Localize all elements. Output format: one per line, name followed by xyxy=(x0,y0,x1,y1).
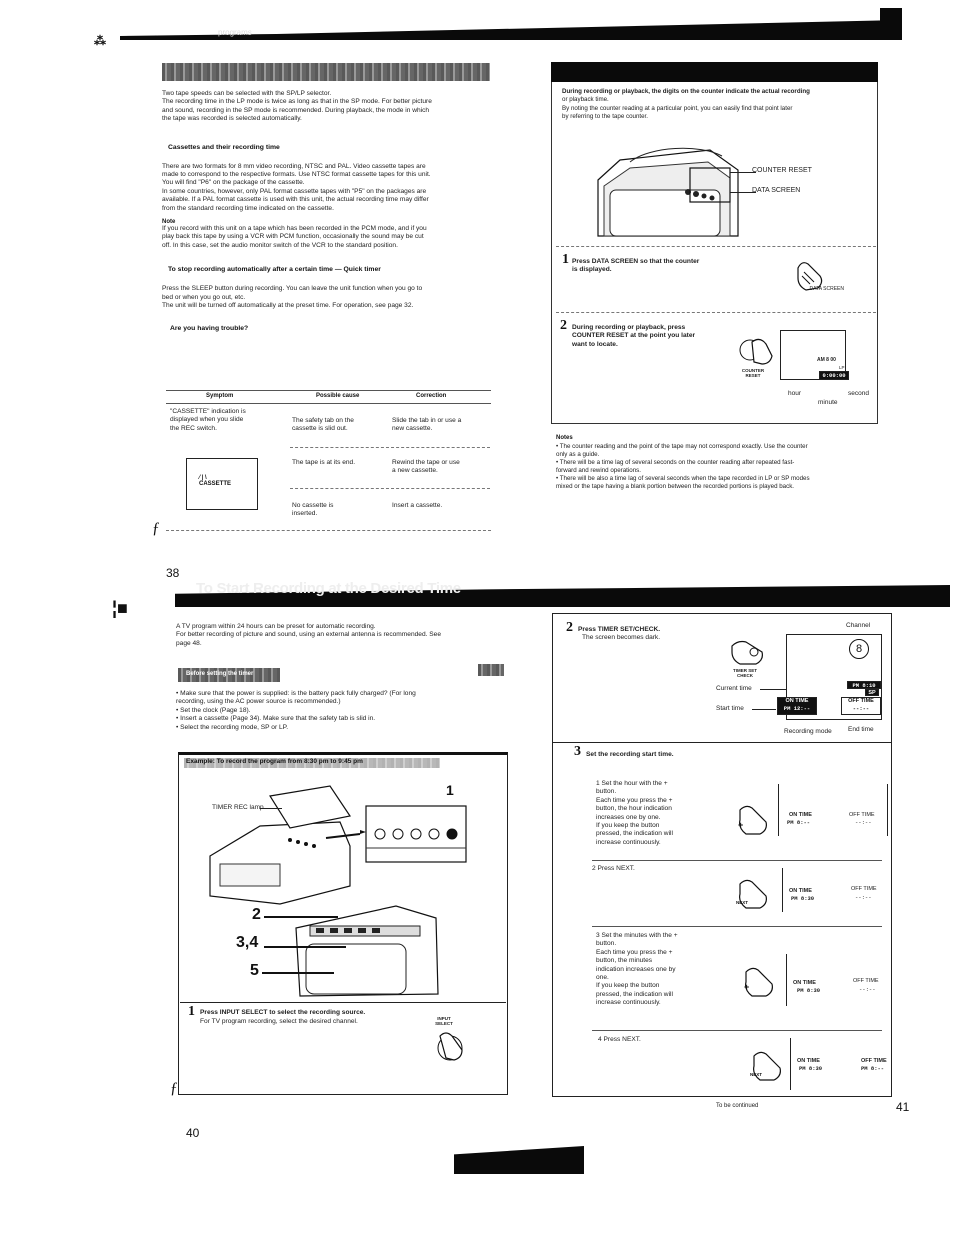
text-line: If you record with this unit on a tape which has been recorded in the PCM mode, and if you xyxy=(162,225,427,233)
cassette-display-box xyxy=(186,458,258,510)
pressing-hand-icon xyxy=(748,1048,788,1084)
text-line: want to locate. xyxy=(572,340,618,348)
example-heading: Example: To record the program from 8:30 pm to 9:45 pm xyxy=(186,758,363,765)
text-line: displayed when you slide xyxy=(170,416,244,424)
off-time-label: OFF TIME xyxy=(848,698,874,704)
section-title: To Start Recording at the Desired Time xyxy=(196,580,461,597)
text-line: You will find "P6" on the package of the cassette. xyxy=(162,179,305,187)
text-line: forward and rewind operations. xyxy=(556,467,641,474)
on-time-label: ON TIME xyxy=(797,1058,820,1064)
sub-step-2-rule xyxy=(592,860,882,861)
left-section-banner xyxy=(162,63,490,81)
text-line: If you keep the button xyxy=(596,982,660,990)
sub-step-3-rule xyxy=(592,926,882,927)
pen-mark-icon: ƒ xyxy=(170,1080,178,1097)
text-line: Press the SLEEP button during recording. You can leave the unit function when you go to xyxy=(162,285,423,293)
text-line: increases one by one. xyxy=(596,813,661,821)
counter-reset-button-label: COUNTER RESET xyxy=(741,368,765,378)
input-select-label: INPUT SELECT xyxy=(435,1016,453,1026)
plus-button[interactable] xyxy=(740,964,780,1000)
row-1-correction xyxy=(392,417,461,434)
text-line: or playback time. xyxy=(562,96,609,104)
binding-mark: ⁂ xyxy=(94,34,106,48)
text-line: The safety tab on the xyxy=(292,417,354,424)
text-line: bed or when you go out, etc. xyxy=(162,293,246,301)
step-1-text xyxy=(572,258,699,275)
notes-heading: Notes xyxy=(556,435,573,441)
text-line: 1 Set the hour with the + xyxy=(596,780,668,787)
next-button[interactable] xyxy=(748,1048,788,1084)
callout-1: 1 xyxy=(446,782,454,798)
text-line: is displayed. xyxy=(572,266,612,274)
text-line: button. xyxy=(596,940,617,948)
data-screen-button-label: DATA SCREEN xyxy=(809,286,844,292)
cassettes-paragraph xyxy=(162,163,492,213)
pen-mark-icon: ƒ xyxy=(152,520,160,537)
table-header-cause: Possible cause xyxy=(316,393,360,399)
table-header-rule xyxy=(166,403,491,404)
label-hour: hour xyxy=(788,390,802,397)
text-line: If you keep the button xyxy=(596,822,660,830)
off-time-value: PM 8:-- xyxy=(861,1065,885,1072)
text-line: Slide the tab in or use a xyxy=(392,417,462,424)
bottom-left-intro xyxy=(176,623,506,648)
timer-screen xyxy=(783,634,882,720)
cassettes-heading: Cassettes and their recording time xyxy=(168,143,280,151)
text-line: Each time you press the + xyxy=(596,796,673,804)
text-line: There are two formats for 8 mm video recording, NTSC and PAL. Video cassette tapes are xyxy=(162,162,426,170)
text-line: indication increases one by xyxy=(596,965,676,973)
text-line: inserted. xyxy=(292,510,318,518)
sub-step-3-text xyxy=(596,932,678,1008)
flash-marks-icon: ⁄ | \ xyxy=(199,475,207,481)
page-top-spread xyxy=(0,0,954,580)
counter-reset-callout: COUNTER RESET xyxy=(752,167,812,174)
intro-paragraph xyxy=(162,90,492,124)
text-line: mixed or the tape having a blank portion between the recorded portions is played back. xyxy=(556,483,795,490)
on-time-label: ON TIME xyxy=(789,812,812,818)
plus-label: + xyxy=(744,982,750,992)
label-second: second xyxy=(848,390,869,397)
sub1-display xyxy=(778,784,888,836)
callout-2: 2 xyxy=(252,906,261,923)
text-line: • Make sure that the power is supplied: is the battery pack fully charged? (For long xyxy=(176,690,416,697)
off-time-label: OFF TIME xyxy=(861,1058,887,1064)
text-line: A TV program within 24 hours can be preset for automatic recording. xyxy=(176,623,376,630)
text-line: the REC switch. xyxy=(170,424,217,432)
pressing-hand-icon xyxy=(734,876,774,912)
on-time-value: PM 8:30 xyxy=(797,987,821,994)
text-line: For better recording of picture and sound, using an external antenna is recommended. See xyxy=(176,631,442,639)
start-time-leader xyxy=(752,709,776,710)
page-number-41: 41 xyxy=(896,1100,910,1114)
bl-step-1-number: 1 xyxy=(188,1004,195,1019)
to-be-continued: To be continued xyxy=(716,1103,759,1109)
step-2-text xyxy=(572,324,695,349)
callout-5-leader xyxy=(262,972,334,974)
sub-step-4-rule xyxy=(592,1030,882,1031)
text-line: COUNTER RESET at the point you later xyxy=(572,332,696,340)
pressing-hand-icon xyxy=(728,638,768,668)
text-line: pressed, the indication will xyxy=(596,830,673,838)
before-bullets xyxy=(176,690,506,732)
text-line: button, the minutes xyxy=(596,957,653,965)
row-rule xyxy=(290,447,490,448)
off-time-display xyxy=(841,697,881,715)
text-line: Press DATA SCREEN so that the counter xyxy=(572,258,700,265)
text-line: increase continuously. xyxy=(596,838,661,846)
step-3-rule xyxy=(552,742,892,743)
br-step-2-number: 2 xyxy=(566,620,573,635)
br-step-3-number: 3 xyxy=(574,744,581,759)
stop-paragraph xyxy=(162,285,492,310)
current-time-display: PM 8:10 xyxy=(847,681,881,689)
text-line: available. If a PAL format cassette is used with this unit, the actual recording time may differ xyxy=(162,196,429,204)
off-time-value: --:-- xyxy=(855,819,872,826)
table-top-rule xyxy=(166,390,491,391)
before-heading: Before setting the timer xyxy=(186,671,254,677)
input-select-button[interactable] xyxy=(432,1016,472,1068)
data-screen-button[interactable] xyxy=(792,258,846,300)
on-time-value: PM 8:-- xyxy=(787,819,811,826)
text-line: The tape is at its end. xyxy=(292,459,356,466)
camcorder-illustration xyxy=(590,140,750,240)
text-line: "CASSETTE" indication is xyxy=(170,408,246,415)
notes-list xyxy=(556,443,886,491)
page-number-40: 40 xyxy=(186,1126,200,1140)
text-line: one. xyxy=(596,974,609,982)
cassette-indicator xyxy=(199,475,231,487)
on-time-display xyxy=(777,697,817,715)
timer-rec-lamp-leader xyxy=(260,808,282,809)
display-counter: 0:00:00 xyxy=(819,371,849,380)
trouble-heading: Are you having trouble? xyxy=(170,324,249,332)
text-line: During recording or playback, press xyxy=(572,324,686,331)
note-paragraph xyxy=(162,225,492,250)
label-minute: minute xyxy=(818,399,838,406)
text-line: • There will be a time lag of several seconds on the counter reading after repeated fast- xyxy=(556,459,795,466)
camcorder-front-illustration xyxy=(276,898,446,998)
text-line: new cassette. xyxy=(392,425,433,433)
bl-step-1-title: Press INPUT SELECT to select the recording source. xyxy=(200,1009,366,1016)
start-time-label: Start time xyxy=(716,705,744,712)
cassette-label: CASSETTE xyxy=(199,481,232,487)
text-line: pressed, the indication will xyxy=(596,990,673,998)
on-time-value: PM 12:-- xyxy=(783,705,811,712)
off-time-value: --:-- xyxy=(852,705,870,712)
on-time-label: ON TIME xyxy=(793,980,816,986)
sub-step-1-text xyxy=(596,780,673,847)
text-line: The recording time in the LP mode is twice as long as that in the SP mode. For better picture xyxy=(162,98,432,106)
row-3-correction xyxy=(392,502,442,510)
text-line: No cassette is xyxy=(292,502,334,509)
off-time-label: OFF TIME xyxy=(853,978,879,984)
br-step-2-title: Press TIMER SET/CHECK. xyxy=(578,626,661,633)
text-line: • The counter reading and the point of the tape may not correspond exactly. Use the counter xyxy=(556,443,808,450)
sub-step-2-text: 2 Press NEXT. xyxy=(592,865,635,872)
off-time-value: --:-- xyxy=(859,986,876,993)
text-line: By noting the counter reading at a particular point, you can easily find that point later xyxy=(562,104,793,112)
next-label: NEXT xyxy=(736,900,749,905)
text-line: Each time you press the + xyxy=(596,948,673,956)
text-line: a new cassette. xyxy=(392,467,438,475)
off-time-label: OFF TIME xyxy=(851,886,877,892)
sub-step-4-text: 4 Press NEXT. xyxy=(598,1036,641,1043)
br-step-3-title: Set the recording start time. xyxy=(586,751,674,758)
camcorder-panel-illustration xyxy=(200,776,500,906)
row-3-cause xyxy=(292,502,333,519)
text-line: play back this tape by using a VCR with PCM function, occasionally the sound may be cut xyxy=(162,233,424,241)
top-header-bar-tail xyxy=(880,8,902,40)
channel-label: Channel xyxy=(846,622,871,629)
plus-button[interactable] xyxy=(734,802,774,838)
text-line: Insert a cassette. xyxy=(392,502,443,509)
end-time-label: End time xyxy=(848,726,874,733)
note-heading: Note xyxy=(162,219,176,226)
data-screen-callout: DATA SCREEN xyxy=(752,187,801,194)
text-line: made to correspond to the respective formats. Use NTSC format cassette tapes for this unit. xyxy=(162,171,431,179)
text-line: 3 Set the minutes with the + xyxy=(596,932,678,939)
recording-mode-label: Recording mode xyxy=(784,728,832,735)
current-time-leader xyxy=(760,689,786,690)
off-time-value: --:-- xyxy=(855,894,872,901)
table-header-symptom: Symptom xyxy=(206,393,234,399)
text-line: increase continuously. xyxy=(596,999,661,1007)
plus-label: + xyxy=(738,820,744,830)
table-bottom-rule xyxy=(166,530,491,531)
step-divider xyxy=(556,246,876,247)
channel-indicator: 8 xyxy=(849,639,869,659)
text-line: by referring to the tape counter. xyxy=(562,113,648,121)
next-label: NEXT xyxy=(750,1072,763,1077)
br-step-2-text: The screen becomes dark. xyxy=(582,634,661,641)
timer-set-check-button[interactable] xyxy=(728,638,772,682)
timer-rec-lamp-label: TIMER REC lamp xyxy=(212,804,264,811)
counter-reset-button[interactable] xyxy=(736,334,782,382)
smudge-mark xyxy=(478,664,504,676)
example-step-rule xyxy=(180,1002,506,1003)
text-line: Rewind the tape or use xyxy=(392,459,460,466)
text-line: cassette is slid out. xyxy=(292,425,348,433)
page-bottom-spread xyxy=(0,560,954,1256)
page-number-38: 38 xyxy=(166,566,180,580)
row-1-cause xyxy=(292,417,354,434)
table-header-correction: Correction xyxy=(416,393,447,399)
pressing-hand-icon xyxy=(432,1028,468,1064)
bl-step-1-text: For TV program recording, select the desired channel. xyxy=(200,1018,358,1025)
next-button[interactable] xyxy=(734,876,774,912)
callout-34-leader xyxy=(264,946,346,948)
text-line: the tape was recorded is selected automatically. xyxy=(162,115,302,123)
row-2-cause xyxy=(292,459,355,467)
on-time-value: PM 8:30 xyxy=(799,1065,823,1072)
text-line: The unit will be turned off automatically at the preset time. For operation, see page 32. xyxy=(162,302,414,310)
pressing-hand-icon xyxy=(736,334,776,368)
off-time-label: OFF TIME xyxy=(849,812,875,818)
on-time-value: PM 8:30 xyxy=(791,895,815,902)
step-divider xyxy=(556,312,876,313)
sp-indicator: SP xyxy=(865,689,879,696)
text-line: recording, using the AC power source is recommended.) xyxy=(176,698,341,706)
text-line: Two tape speeds can be selected with the SP/LP selector. xyxy=(162,90,332,97)
text-line: • Insert a cassette (Page 34). Make sure that the safety tab is slid in. xyxy=(176,715,376,723)
on-time-label: ON TIME xyxy=(785,698,809,704)
sub4-display xyxy=(790,1038,892,1090)
row-rule xyxy=(290,488,490,489)
callout-5: 5 xyxy=(250,962,259,979)
top-header-text: programs xyxy=(218,28,252,37)
right-section-banner xyxy=(551,62,878,82)
bottom-binding-bar xyxy=(454,1146,584,1174)
current-time-label: Current time xyxy=(716,685,752,692)
step-1-number: 1 xyxy=(562,252,569,267)
sub3-display xyxy=(786,954,892,1006)
symptom-cell xyxy=(170,408,246,433)
binding-mark: ¦■ xyxy=(112,598,128,618)
display-clock: AM 8 00 xyxy=(817,357,836,363)
counter-display-panel xyxy=(780,330,846,380)
trouble-table xyxy=(166,390,491,525)
right-top-bottom-rule xyxy=(551,423,878,424)
text-line: and sound, recording in the SP mode is recommended. During playback, the mode in which xyxy=(162,106,430,114)
text-line: • Select the recording mode, SP or LP. xyxy=(176,723,289,731)
text-line: • There will be also a time lag of several seconds when the tape recorded in LP or SP modes xyxy=(556,475,810,482)
display-lp: LP xyxy=(839,365,845,370)
text-line: button, the hour indication xyxy=(596,805,672,813)
text-line: only as a guide. xyxy=(556,451,600,458)
callout-2-leader xyxy=(264,916,338,918)
text-line: During recording or playback, the digits on the counter indicate the actual recording xyxy=(562,88,810,95)
text-line: button. xyxy=(596,788,617,796)
text-line: page 48. xyxy=(176,639,202,647)
row-2-correction xyxy=(392,459,460,476)
text-line: In some countries, however, only PAL format cassette tapes with "P5" on the packages are xyxy=(162,187,427,195)
on-time-label: ON TIME xyxy=(789,888,812,894)
text-line: from the standard recording time indicated on the cassette. xyxy=(162,204,334,212)
top-left-column xyxy=(162,90,492,332)
stop-heading: To stop recording automatically after a certain time — Quick timer xyxy=(168,266,381,274)
timer-set-check-label: TIMER SET CHECK xyxy=(732,668,757,678)
callout-34: 3,4 xyxy=(236,934,259,951)
step-2-number: 2 xyxy=(560,318,567,333)
text-line: off. In this case, set the audio monitor switch of the VCR to the standard position. xyxy=(162,241,398,249)
text-line: • Set the clock (Page 18). xyxy=(176,706,251,714)
sub2-display xyxy=(782,868,892,912)
